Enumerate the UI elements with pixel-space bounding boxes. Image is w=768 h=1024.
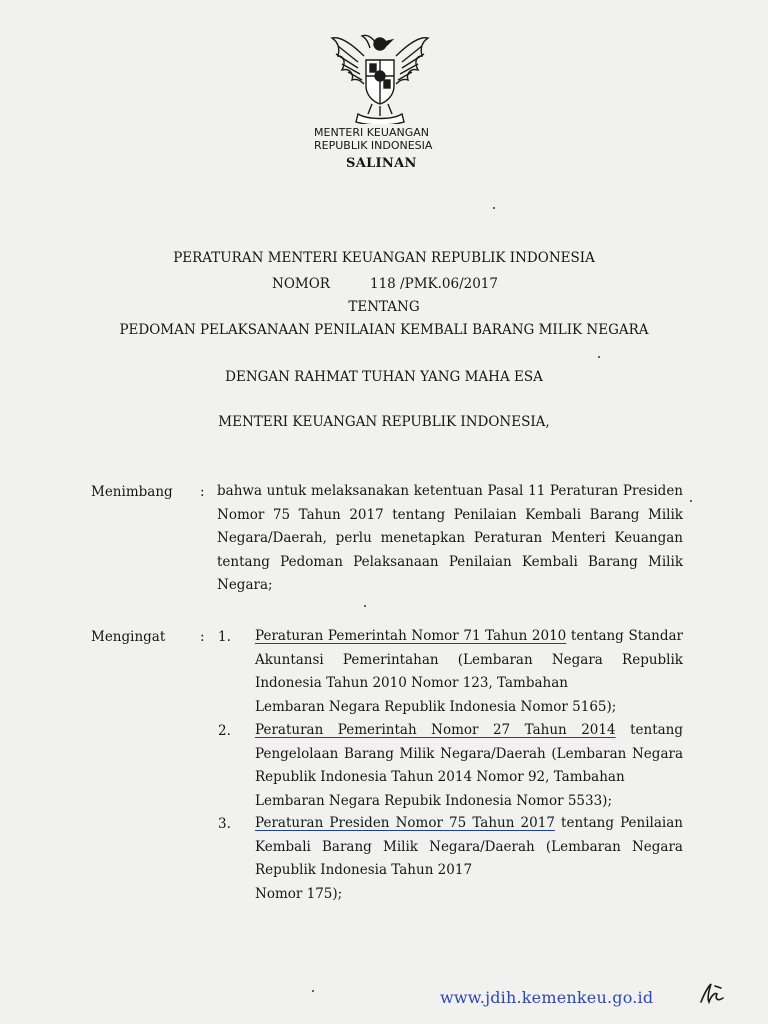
scan-speck (364, 605, 366, 607)
item-2-last-line: Lembaran Negara Repubik Indonesia Nomor 5533); (255, 792, 612, 809)
menimbang-text: bahwa untuk melaksanakan ketentuan Pasal 11 Peraturan Presiden Nomor 75 Tahun 2017 tentang Penilaian Kembali Barang Milik Negara/Daerah, perlu menetapkan Peraturan Menteri Keuangan tentang Pedoman Pelaksanaan Penilaian Kembali Barang Milik Negara; (217, 483, 683, 593)
item-3-last-line: Nomor 175); (255, 885, 343, 902)
handwritten-signature-icon (697, 980, 727, 1008)
item-2-number: 2. (218, 723, 231, 739)
item-3-number: 3. (218, 816, 231, 832)
jdih-website-link[interactable]: www.jdih.kemenkeu.go.id (440, 988, 654, 1007)
menimbang-label: Menimbang (91, 484, 173, 500)
item-2-link[interactable]: Peraturan Pemerintah Nomor 27 Tahun 2014 (255, 722, 616, 738)
item-3-link[interactable]: Peraturan Presiden Nomor 75 Tahun 2017 (255, 815, 555, 831)
item-1-text (255, 625, 683, 719)
mengingat-label: Mengingat (91, 629, 166, 645)
item-1-link[interactable]: Peraturan Pemerintah Nomor 71 Tahun 2010 (255, 628, 567, 644)
org-name-line2: REPUBLIK INDONESIA (314, 139, 433, 152)
scan-speck (493, 207, 495, 209)
garuda-emblem-icon (328, 26, 432, 124)
item-1-number: 1. (218, 629, 231, 645)
regulation-title: PERATURAN MENTERI KEUANGAN REPUBLIK INDONESIA (173, 250, 595, 266)
item-3-body: tentang Penilaian Kembali Barang Milik Negara/Daerah (Lembaran Negara Republik Indonesia Tahun 2017 (255, 815, 683, 878)
salinan-stamp: SALINAN (346, 156, 417, 171)
scan-speck (690, 500, 692, 502)
org-name-line1: MENTERI KEUANGAN (314, 126, 429, 139)
item-3-text (255, 812, 683, 906)
scan-speck (598, 356, 600, 358)
mengingat-colon: : (200, 629, 205, 645)
menimbang-colon: : (200, 484, 205, 500)
item-2-body: tentang Pengelolaan Barang Milik Negara/Daerah (Lembaran Negara Republik Indonesia Tahun 2014 Nomor 92, Tambahan (255, 722, 684, 785)
nomor-label: NOMOR (272, 276, 330, 292)
issuer: MENTERI KEUANGAN REPUBLIK INDONESIA, (218, 414, 550, 430)
invocation: DENGAN RAHMAT TUHAN YANG MAHA ESA (225, 369, 543, 385)
item-1-last-line: Lembaran Negara Republik Indonesia Nomor 5165); (255, 698, 617, 715)
item-2-text (255, 719, 683, 813)
regulation-subject: PEDOMAN PELAKSANAAN PENILAIAN KEMBALI BARANG MILIK NEGARA (119, 322, 649, 338)
tentang-heading: TENTANG (348, 299, 420, 315)
nomor-value: 118 /PMK.06/2017 (370, 276, 498, 292)
item-1-body: tentang Standar Akuntansi Pemerintahan (Lembaran Negara Republik Indonesia Tahun 2010 Nomor 123, Tambahan (255, 628, 684, 691)
scan-speck (312, 990, 314, 992)
